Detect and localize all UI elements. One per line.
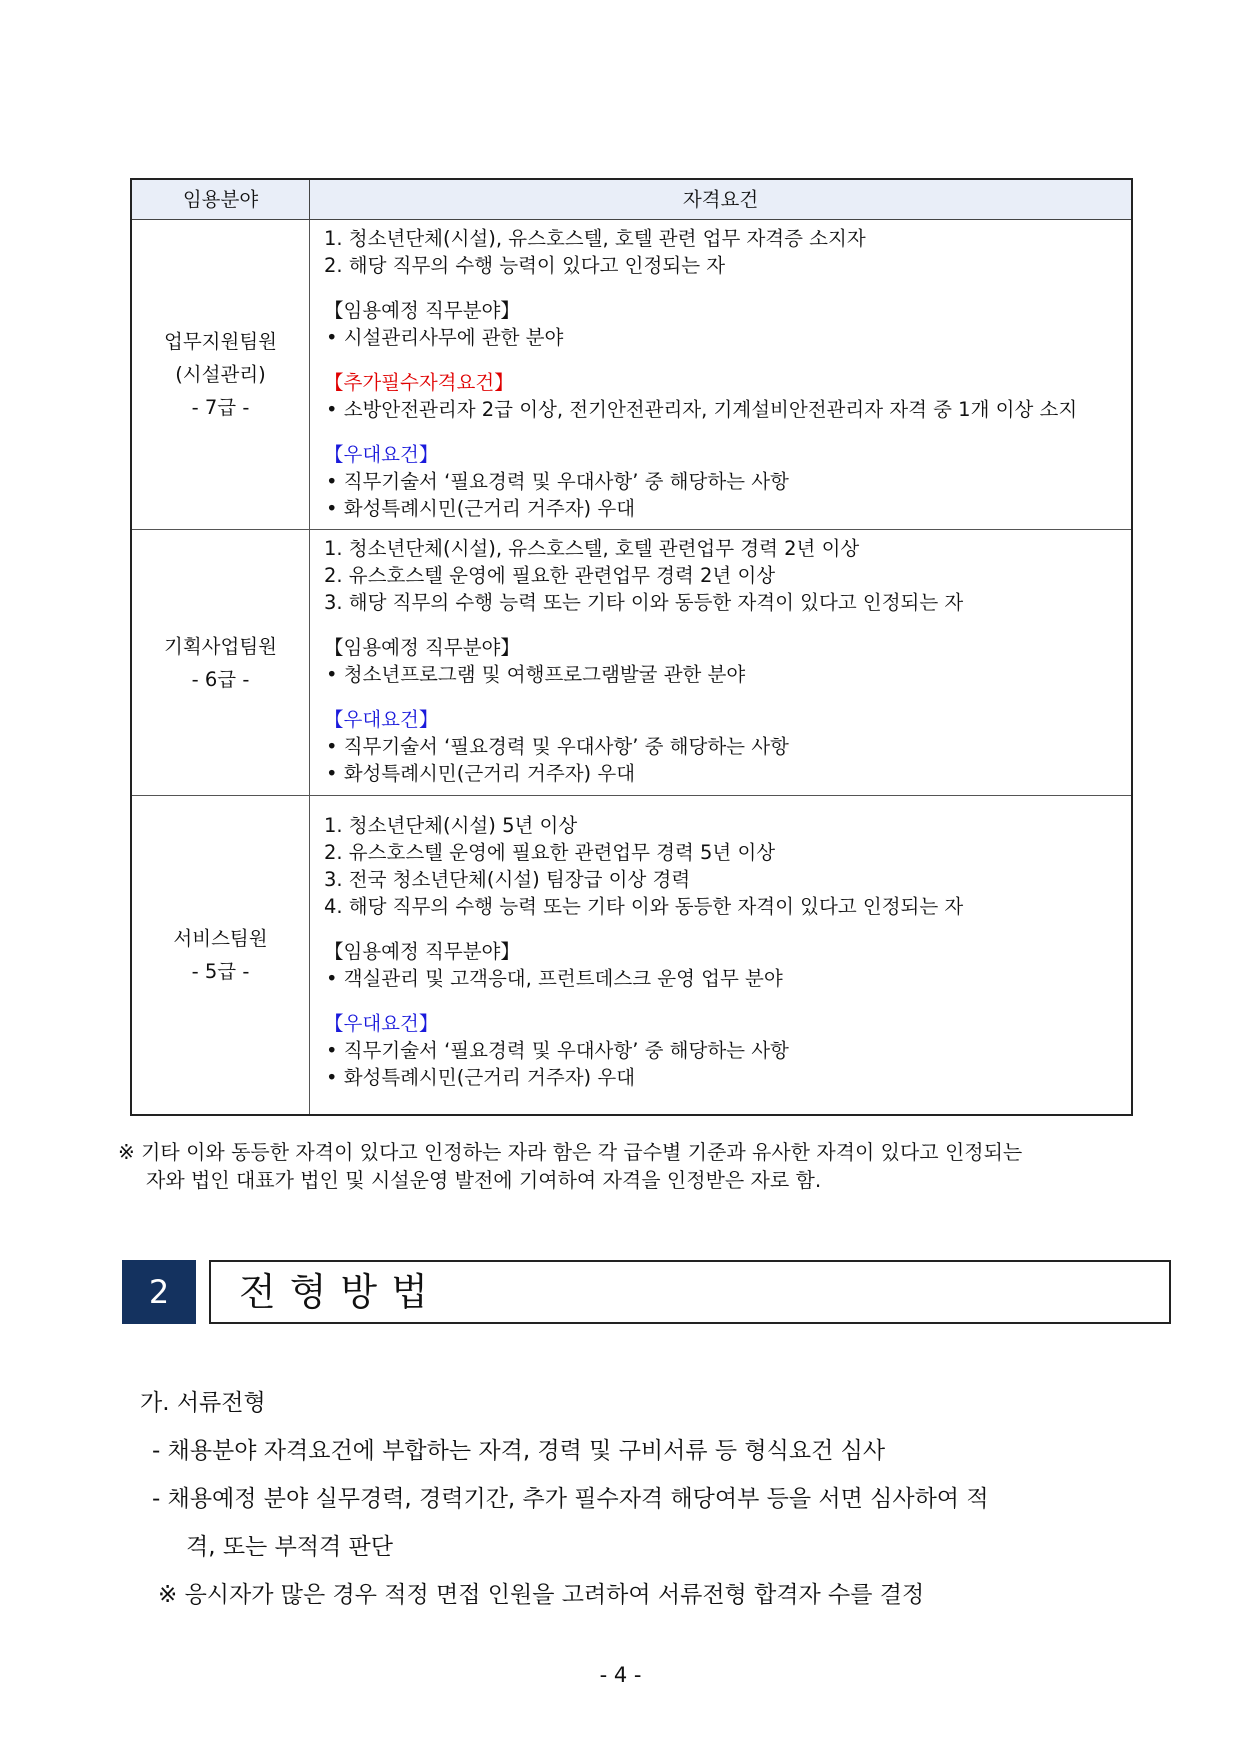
requirements-cell [310,796,1133,1115]
qualification-note [118,1138,1148,1194]
section-number: 2 [122,1260,196,1324]
duty-item: • 객실관리 및 고객응대, 프런트데스크 운영 업무 분야 [326,967,783,990]
screening-heading: 가. 서류전형 [140,1390,266,1416]
pref-item: • 직무기술서 ‘필요경력 및 우대사항’ 중 해당하는 사항 [326,735,789,758]
requirements-cell [310,220,1133,530]
pref-heading: 【우대요건】 [324,708,439,731]
requirements-cell [310,530,1133,796]
requirement-line: 1. 청소년단체(시설), 유스호스텔, 호텔 관련 업무 자격증 소지자 [324,227,866,250]
field-sub: (시설관리) [175,363,266,386]
pref-item: • 화성특례시민(근거리 거주자) 우대 [326,497,636,520]
requirement-line: 3. 전국 청소년단체(시설) 팀장급 이상 경력 [324,868,691,891]
page-number: - 4 - [599,1663,642,1687]
table-row [131,530,1132,796]
field-cell [131,220,310,530]
requirement-line: 1. 청소년단체(시설), 유스호스텔, 호텔 관련업무 경력 2년 이상 [324,537,860,560]
note-line: 자와 법인 대표가 법인 및 시설운영 발전에 기여하여 자격을 인정받은 자로 함. [146,1168,822,1192]
screening-item: - 채용예정 분야 실무경력, 경력기간, 추가 필수자격 해당여부 등을 서면 심사하여 적 [152,1486,989,1512]
duty-item: • 시설관리사무에 관한 분야 [326,326,564,349]
pref-item: • 화성특례시민(근거리 거주자) 우대 [326,1066,636,1089]
field-cell [131,530,310,796]
requirement-line: 1. 청소년단체(시설) 5년 이상 [324,814,578,837]
screening-item-cont: 격, 또는 부적격 판단 [186,1534,393,1560]
field-name: 업무지원팀원 [163,330,278,353]
requirement-line: 3. 해당 직무의 수행 능력 또는 기타 이와 동등한 자격이 있다고 인정되는 자 [324,591,964,614]
qualification-table [130,178,1133,1116]
pref-item: • 직무기술서 ‘필요경력 및 우대사항’ 중 해당하는 사항 [326,470,789,493]
table-row [131,796,1132,1115]
pref-item: • 직무기술서 ‘필요경력 및 우대사항’ 중 해당하는 사항 [326,1039,789,1062]
duty-heading: 【임용예정 직무분야】 [324,940,520,963]
field-cell [131,796,310,1115]
field-grade: - 6급 - [191,667,250,691]
requirement-line: 4. 해당 직무의 수행 능력 또는 기타 이와 동등한 자격이 있다고 인정되는 자 [324,895,964,918]
field-name: 기획사업팀원 [163,634,278,658]
header-field: 임용분야 [131,179,310,220]
field-grade: - 7급 - [191,396,250,419]
pref-item: • 화성특례시민(근거리 거주자) 우대 [326,762,636,785]
pref-heading: 【우대요건】 [324,1012,439,1035]
screening-section [140,1388,1140,1610]
requirement-line: 2. 유스호스텔 운영에 필요한 관련업무 경력 5년 이상 [324,841,776,864]
duty-item: • 청소년프로그램 및 여행프로그램발굴 관한 분야 [326,663,746,686]
table-header-row [131,179,1132,220]
section-title: 전형방법 [209,1260,1171,1324]
requirement-line: 2. 유스호스텔 운영에 필요한 관련업무 경력 2년 이상 [324,564,776,587]
duty-heading: 【임용예정 직무분야】 [324,636,520,659]
screening-item: - 채용분야 자격요건에 부합하는 자격, 경력 및 구비서류 등 형식요건 심사 [152,1438,886,1464]
table-row [131,220,1132,530]
extra-heading: 【추가필수자격요건】 [324,371,514,394]
requirement-line: 2. 해당 직무의 수행 능력이 있다고 인정되는 자 [324,254,726,277]
note-line: ※ 기타 이와 동등한 자격이 있다고 인정하는 자라 함은 각 급수별 기준과 유사한 자격이 있다고 인정되는 [118,1140,1023,1164]
duty-heading: 【임용예정 직무분야】 [324,299,520,322]
screening-note: ※ 응시자가 많은 경우 적정 면접 인원을 고려하여 서류전형 합격자 수를 결정 [158,1582,925,1608]
field-name: 서비스팀원 [173,926,268,950]
field-grade: - 5급 - [191,959,250,983]
extra-item: • 소방안전관리자 2급 이상, 전기안전관리자, 기계설비안전관리자 자격 중 1개 이상 소지 [326,398,1078,421]
pref-heading: 【우대요건】 [324,443,439,466]
header-requirements: 자격요건 [310,179,1133,220]
